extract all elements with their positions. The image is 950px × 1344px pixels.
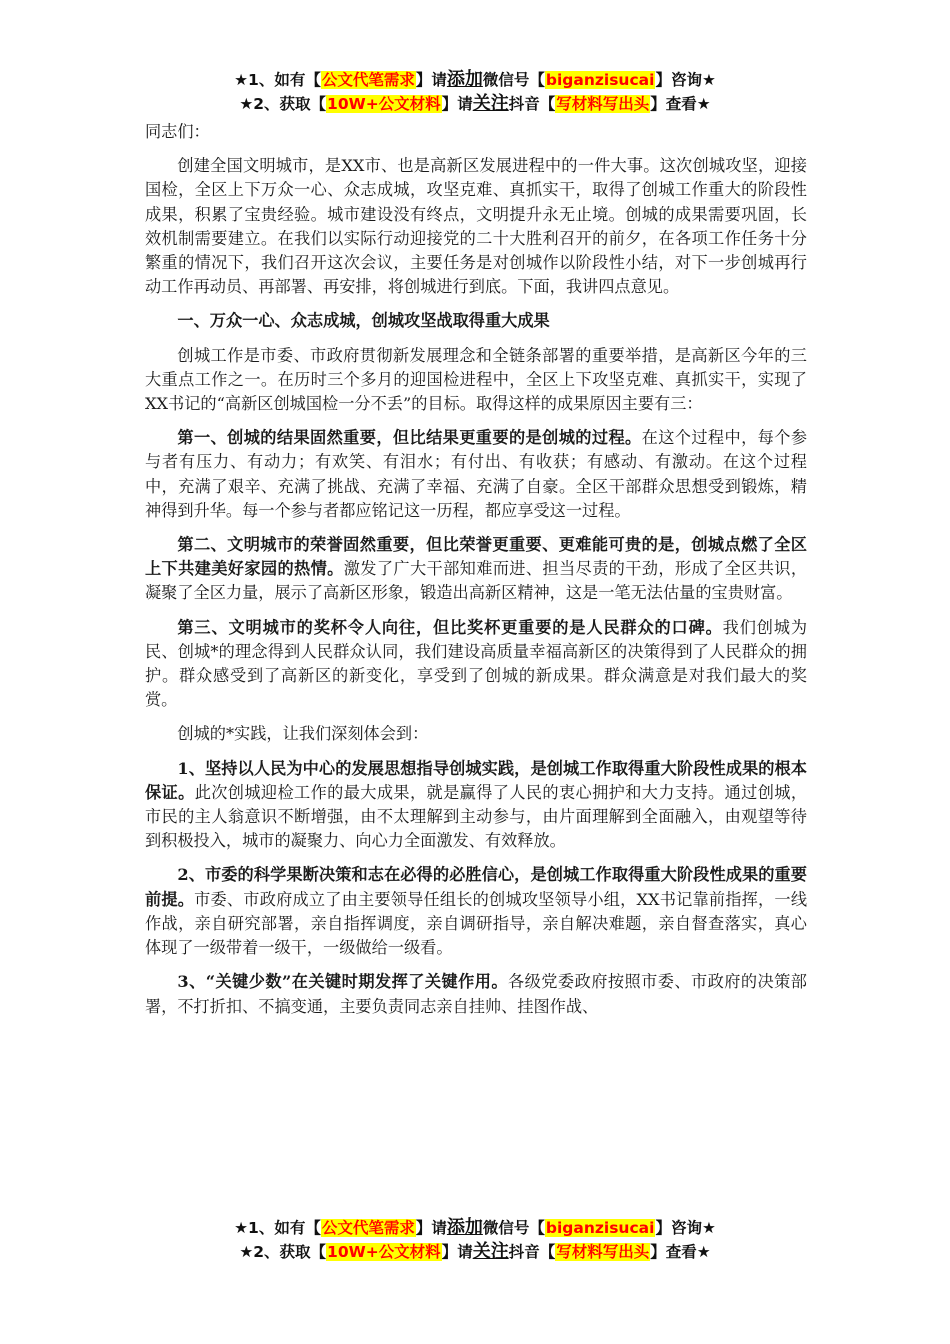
- banner-text: 抖音【: [508, 95, 556, 113]
- paragraph-lead: 第三、文明城市的奖杯令人向往，但比奖杯更重要的是人民群众的口碑。: [177, 617, 723, 637]
- banner-text: 】咨询★: [655, 71, 716, 89]
- paragraph: 创城的*实践，让我们深刻体会到：: [177, 724, 429, 744]
- paragraph-text: 市委、市政府成立了由主要领导任组长的创城攻坚领导小组，XX书记靠前指挥，一线作战，亲自研究部署，亲自指挥调度，亲自调研指导，亲自解决难题，亲自督查落实，真心体现了一级带着一级干，一级做给一级看。: [145, 889, 808, 958]
- banner-emphasis: 关注: [472, 93, 509, 114]
- banner-emphasis: 关注: [472, 1241, 509, 1262]
- banner-highlight: biganzisucai: [545, 71, 655, 89]
- banner-line-1: [0, 1216, 950, 1240]
- paragraph: 创城工作是市委、市政府贯彻新发展理念和全链条部署的重要举措，是高新区今年的三大重点工作之一。在历时三个多月的迎国检进程中，全区上下攻坚克难、真抓实干，实现了XX书记的“高新区创城国检一分不丢”的目标。取得这样的成果原因主要有三：: [145, 345, 807, 414]
- paragraph-text: 此次创城迎检工作的最大成果，就是赢得了人民的衷心拥护和大力支持。通过创城，市民的主人翁意识不断增强，由不太理解到主动参与，由片面理解到全面融入，由观望等待到积极投入，城市的凝聚力、向心力全面激发、有效释放。: [145, 782, 808, 851]
- banner-text: 微信号【: [482, 71, 545, 89]
- paragraph: [145, 426, 807, 523]
- paragraph-text: 激发了广大干部知难而进、担当尽责的干劲，形成了全区共识，凝聚了全区力量，展示了高新区形象，锻造出高新区精神，这是一笔无法估量的宝贵财富。: [145, 559, 808, 603]
- banner-highlight: 10W+公文材料: [327, 1243, 441, 1261]
- paragraph: [145, 616, 807, 713]
- banner-highlight: 公文代笔需求: [321, 1219, 415, 1237]
- banner-text: 】查看★: [650, 95, 711, 113]
- banner-highlight: 写材料写出头: [556, 95, 650, 113]
- banner-emphasis: 添加: [446, 69, 483, 90]
- paragraph: [145, 863, 807, 960]
- banner-text: ★2、获取【: [239, 1243, 327, 1261]
- salutation: 同志们：: [145, 122, 210, 141]
- paragraph-lead: 2、市委的科学果断决策和志在必得的必胜信心，是创城工作取得重大阶段性成果的重要前提。: [145, 865, 807, 909]
- banner-highlight: 10W+公文材料: [327, 95, 441, 113]
- paragraph-lead: 1、坚持以人民为中心的发展思想指导创城实践，是创城工作取得重大阶段性成果的根本保证。: [145, 758, 807, 802]
- section-heading: 一、万众一心、众志成城，创城攻坚战取得重大成果: [177, 311, 550, 331]
- banner-text: 】咨询★: [655, 1219, 716, 1237]
- banner-text: 】请: [415, 71, 447, 89]
- paragraph-text: 在这个过程中，每个参与者有压力、有动力；有欢笑、有泪水；有付出、有收获；有感动、有激动。在这个过程中，充满了艰辛、充满了挑战、充满了幸福、充满了自豪。全区干部群众思想受到锻炼，精神得到升华。每一个参与者都应铭记这一历程，都应享受这一过程。: [145, 428, 808, 520]
- banner-line-1: [0, 68, 950, 92]
- banner-text: ★2、获取【: [239, 95, 327, 113]
- paragraph-lead: 3、“关键少数”在关键时期发挥了关键作用。: [177, 972, 509, 992]
- paragraph: [145, 533, 807, 606]
- paragraph-text: 各级党委政府按照市委、市政府的决策部署，不打折扣、不搞变通，主要负责同志亲自挂帅、挂图作战、: [145, 972, 807, 1016]
- paragraph-lead: 第一、创城的结果固然重要，但比结果更重要的是创城的过程。: [177, 428, 642, 448]
- banner-highlight: 写材料写出头: [556, 1243, 650, 1261]
- paragraph: 创建全国文明城市，是XX市、也是高新区发展进程中的一件大事。这次创城攻坚，迎接国检，全区上下万众一心、众志成城，攻坚克难、真抓实干，取得了创城工作重大的阶段性成果，积累了宝贵经验。城市建设没有终点，文明提升永无止境。创城的成果需要巩固，长效机制需要建立。在我们以实际行动迎接党的二十大胜利召开的前夕，在各项工作任务十分繁重的情况下，我们召开这次会议，主要任务是对创城作以阶段性小结，对下一步创城再行动工作再动员、再部署、再安排，将创城进行到底。下面，我讲四点意见。: [145, 156, 807, 297]
- banner-text: 】请: [415, 1219, 447, 1237]
- paragraph: [145, 970, 807, 1018]
- banner-text: ★1、如有【: [234, 71, 321, 89]
- paragraph: [145, 757, 807, 854]
- banner-line-2: [0, 92, 950, 116]
- banner-emphasis: 添加: [446, 1217, 483, 1238]
- banner-highlight: 公文代笔需求: [321, 71, 415, 89]
- banner-text: 】请: [441, 1243, 473, 1261]
- footer-banner: [0, 1216, 950, 1264]
- banner-text: 】查看★: [650, 1243, 711, 1261]
- header-banner: [0, 68, 950, 116]
- banner-text: ★1、如有【: [234, 1219, 321, 1237]
- paragraph-lead: 第二、文明城市的荣誉固然重要，但比荣誉更重要、更难能可贵的是，创城点燃了全区上下共建美好家园的热情。: [145, 535, 807, 579]
- banner-line-2: [0, 1240, 950, 1264]
- document-body: [145, 120, 807, 1019]
- banner-text: 微信号【: [482, 1219, 545, 1237]
- paragraph-text: 我们创城为民、创城*的理念得到人民群众认同，我们建设高质量幸福高新区的决策得到了人民群众的拥护。群众感受到了高新区的新变化，享受到了创城的新成果。群众满意是对我们最大的奖赏。: [145, 617, 808, 710]
- banner-text: 】请: [441, 95, 473, 113]
- banner-highlight: biganzisucai: [545, 1219, 655, 1237]
- banner-text: 抖音【: [508, 1243, 556, 1261]
